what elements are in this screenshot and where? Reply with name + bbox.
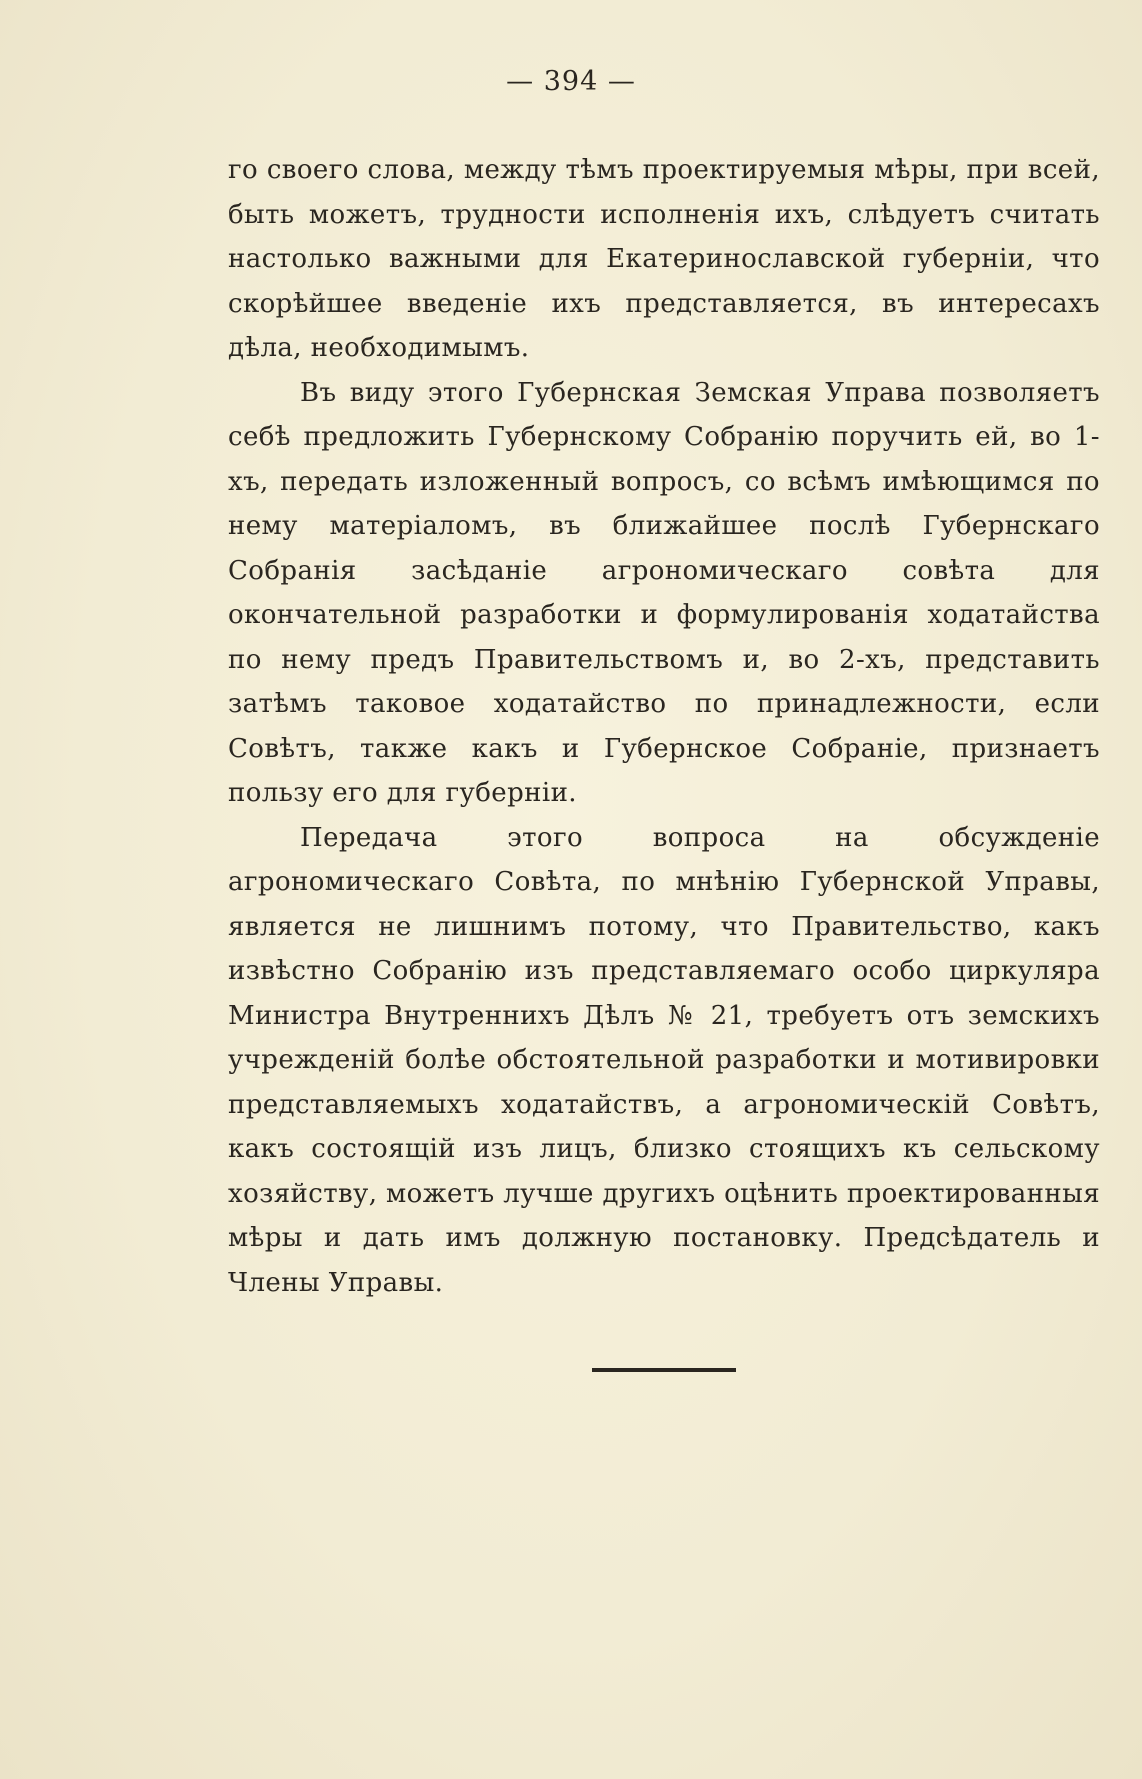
- page-number: — 394 —: [506, 66, 636, 97]
- closing-rule: [592, 1368, 736, 1372]
- paragraph-3: Передача этого вопроса на обсужденіе агрономическаго Совѣта, по мнѣнію Губернской Управы, является не лишнимъ потому, что Правительство, какъ извѣстно Собранію изъ представляемаго особо циркуляра Министра Внутреннихъ Дѣлъ № 21, требуетъ отъ земскихъ учрежденій болѣе обстоятельной разработки и мотивировки представляемыхъ ходатайствъ, а агрономическій Совѣтъ, какъ состоящій изъ лицъ, близко стоящихъ къ сельскому хозяйству, можетъ лучше другихъ оцѣнить проектированныя мѣры и дать имъ должную постановку. Предсѣдатель и Члены Управы.: [228, 822, 1100, 1298]
- paragraph-2: Въ виду этого Губернская Земская Управа позволяетъ себѣ предложить Губернскому Собранію поручить ей, во 1-хъ, передать изложенный вопросъ, со всѣмъ имѣющимся по нему матеріаломъ, въ ближайшее послѣ Губернскаго Собранія засѣданіе агрономическаго совѣта для окончательной разработки и формулированія ходатайства по нему предъ Правительствомъ и, во 2-хъ, представить затѣмъ таковое ходатайство по принадлежности, если Совѣтъ, также какъ и Губернское Собраніе, признаетъ пользу его для губерніи.: [228, 377, 1100, 808]
- body-text: [228, 148, 1100, 1305]
- paragraph-1: го своего слова, между тѣмъ проектируемыя мѣры, при всей, быть можетъ, трудности исполненія ихъ, слѣдуетъ считать настолько важными для Екатеринославской губерніи, что скорѣйшее введеніе ихъ представляется, въ интересахъ дѣла, необходимымъ.: [228, 155, 1100, 363]
